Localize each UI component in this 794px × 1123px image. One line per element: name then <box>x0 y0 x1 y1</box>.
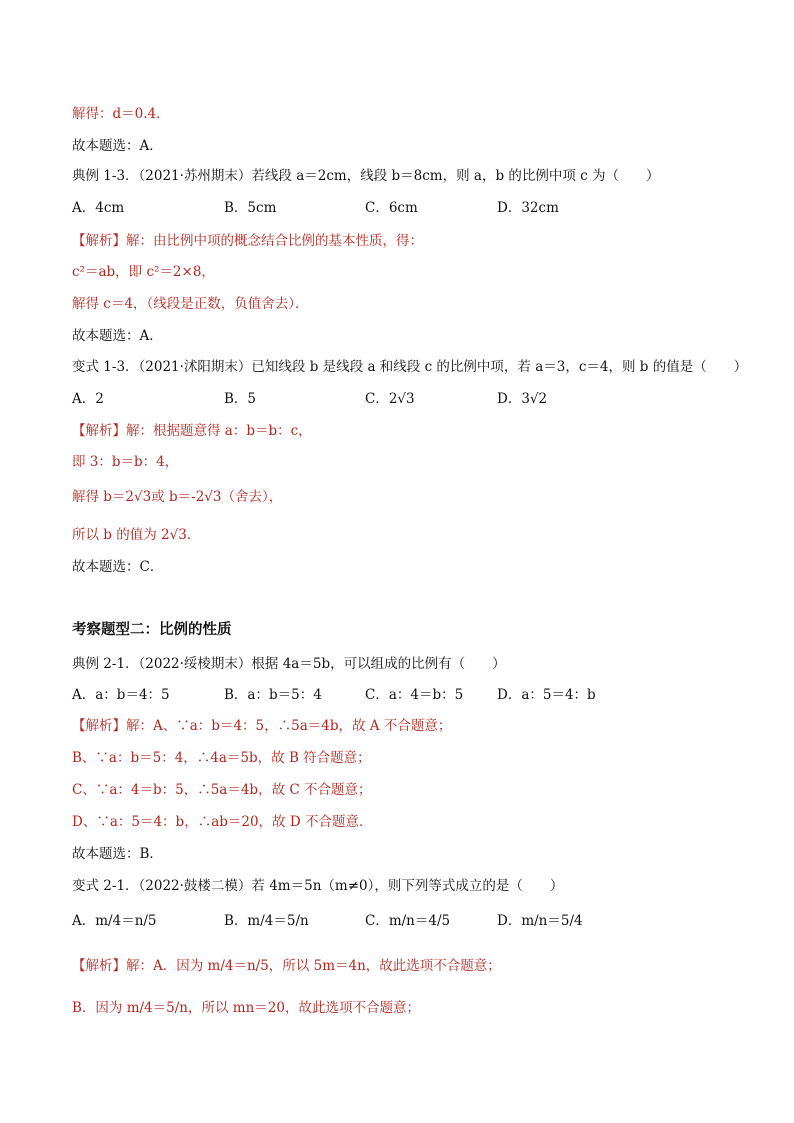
example-1-3-analysis: 【解析】解：由比例中项的概念结合比例的基本性质，得： <box>72 233 423 249</box>
example-2-1-analysis-d: D、∵a：5＝4：b，∴ab＝20，故 D 不合题意． <box>72 814 373 830</box>
example-2-1-options <box>72 685 772 707</box>
variant-1-3-step3: 所以 b 的值为 2√3． <box>72 527 201 543</box>
analysis-tag: 【解析】 <box>72 718 126 734</box>
option-a: A．m/4＝n/5 <box>72 913 157 929</box>
option-d: D．m/n＝5/4 <box>497 913 583 929</box>
variant-2-1-analysis-a: 【解析】解：A．因为 m/4＝n/5，所以 5m＝4n，故此选项不合题意； <box>72 958 501 974</box>
option-d: D．3√2 <box>497 391 548 407</box>
example-2-1-analysis-c: C、∵a：4＝b：5，∴5a＝4b，故 C 不合题意； <box>72 782 372 798</box>
example-1-3-options <box>72 198 772 220</box>
option-b: B．5cm <box>224 200 277 216</box>
variant-2-1-question: 变式 2-1．（2022·鼓楼二模）若 4m＝5n（m≠0），则下列等式成立的是（ ） <box>72 878 564 894</box>
option-d: D．32cm <box>497 200 559 216</box>
answer-line: 故本题选：A． <box>72 138 163 154</box>
variant-1-3-question: 变式 1-3．（2021·沭阳期末）已知线段 b 是线段 a 和线段 c 的比例中项，若 a＝3，c＝4，则 b 的值是（ ） <box>72 359 748 375</box>
option-d: D．a：5＝4：b <box>497 687 596 703</box>
option-c: C．m/n＝4/5 <box>365 913 451 929</box>
option-c: C．2√3 <box>365 391 415 407</box>
variant-1-3-step1: 即 3：b＝b：4， <box>72 454 179 470</box>
variant-1-3-step2: 解得 b＝2√3或 b＝-2√3（舍去）， <box>72 489 283 505</box>
option-a: A．2 <box>72 391 104 407</box>
variant-1-3-answer: 故本题选：C． <box>72 559 164 575</box>
option-b: B．5 <box>224 391 257 407</box>
analysis-tag: 【解析】 <box>72 233 126 249</box>
analysis-tag: 【解析】 <box>72 958 126 974</box>
example-2-1-answer: 故本题选：B． <box>72 846 163 862</box>
example-1-3-answer: 故本题选：A． <box>72 328 163 344</box>
example-2-1-question: 典例 2-1．（2022·绥棱期末）根据 4a＝5b，可以组成的比例有（ ） <box>72 656 506 672</box>
analysis-tag: 【解析】 <box>72 423 126 439</box>
option-a: A．a：b＝4：5 <box>72 687 170 703</box>
solution-d-line: 解得：d＝0.4． <box>72 106 170 122</box>
example-1-3-step1: c²＝ab，即 c²＝2×8， <box>72 264 215 280</box>
example-2-1-analysis-a: 【解析】解：A、∵a：b＝4：5，∴5a＝4b，故 A 不合题意； <box>72 718 452 734</box>
variant-1-3-options <box>72 389 772 411</box>
section-heading: 考察题型二：比例的性质 <box>72 622 232 638</box>
example-2-1-analysis-b: B、∵a：b＝5：4，∴4a＝5b，故 B 符合题意； <box>72 750 371 766</box>
variant-2-1-options <box>72 911 772 933</box>
option-c: C．a：4＝b：5 <box>365 687 464 703</box>
option-c: C．6cm <box>365 200 418 216</box>
variant-2-1-analysis-b: B．因为 m/4＝5/n，所以 mn＝20，故此选项不合题意； <box>72 1000 420 1016</box>
option-b: B．m/4＝5/n <box>224 913 309 929</box>
option-b: B．a：b＝5：4 <box>224 687 322 703</box>
option-a: A．4cm <box>72 200 125 216</box>
example-1-3-question: 典例 1-3．（2021·苏州期末）若线段 a＝2cm，线段 b＝8cm，则 a，b 的比例中项 c 为（ ） <box>72 168 660 184</box>
example-1-3-step2: 解得 c＝4，（线段是正数，负值舍去）． <box>72 296 309 312</box>
variant-1-3-analysis: 【解析】解：根据题意得 a：b＝b：c， <box>72 423 312 439</box>
